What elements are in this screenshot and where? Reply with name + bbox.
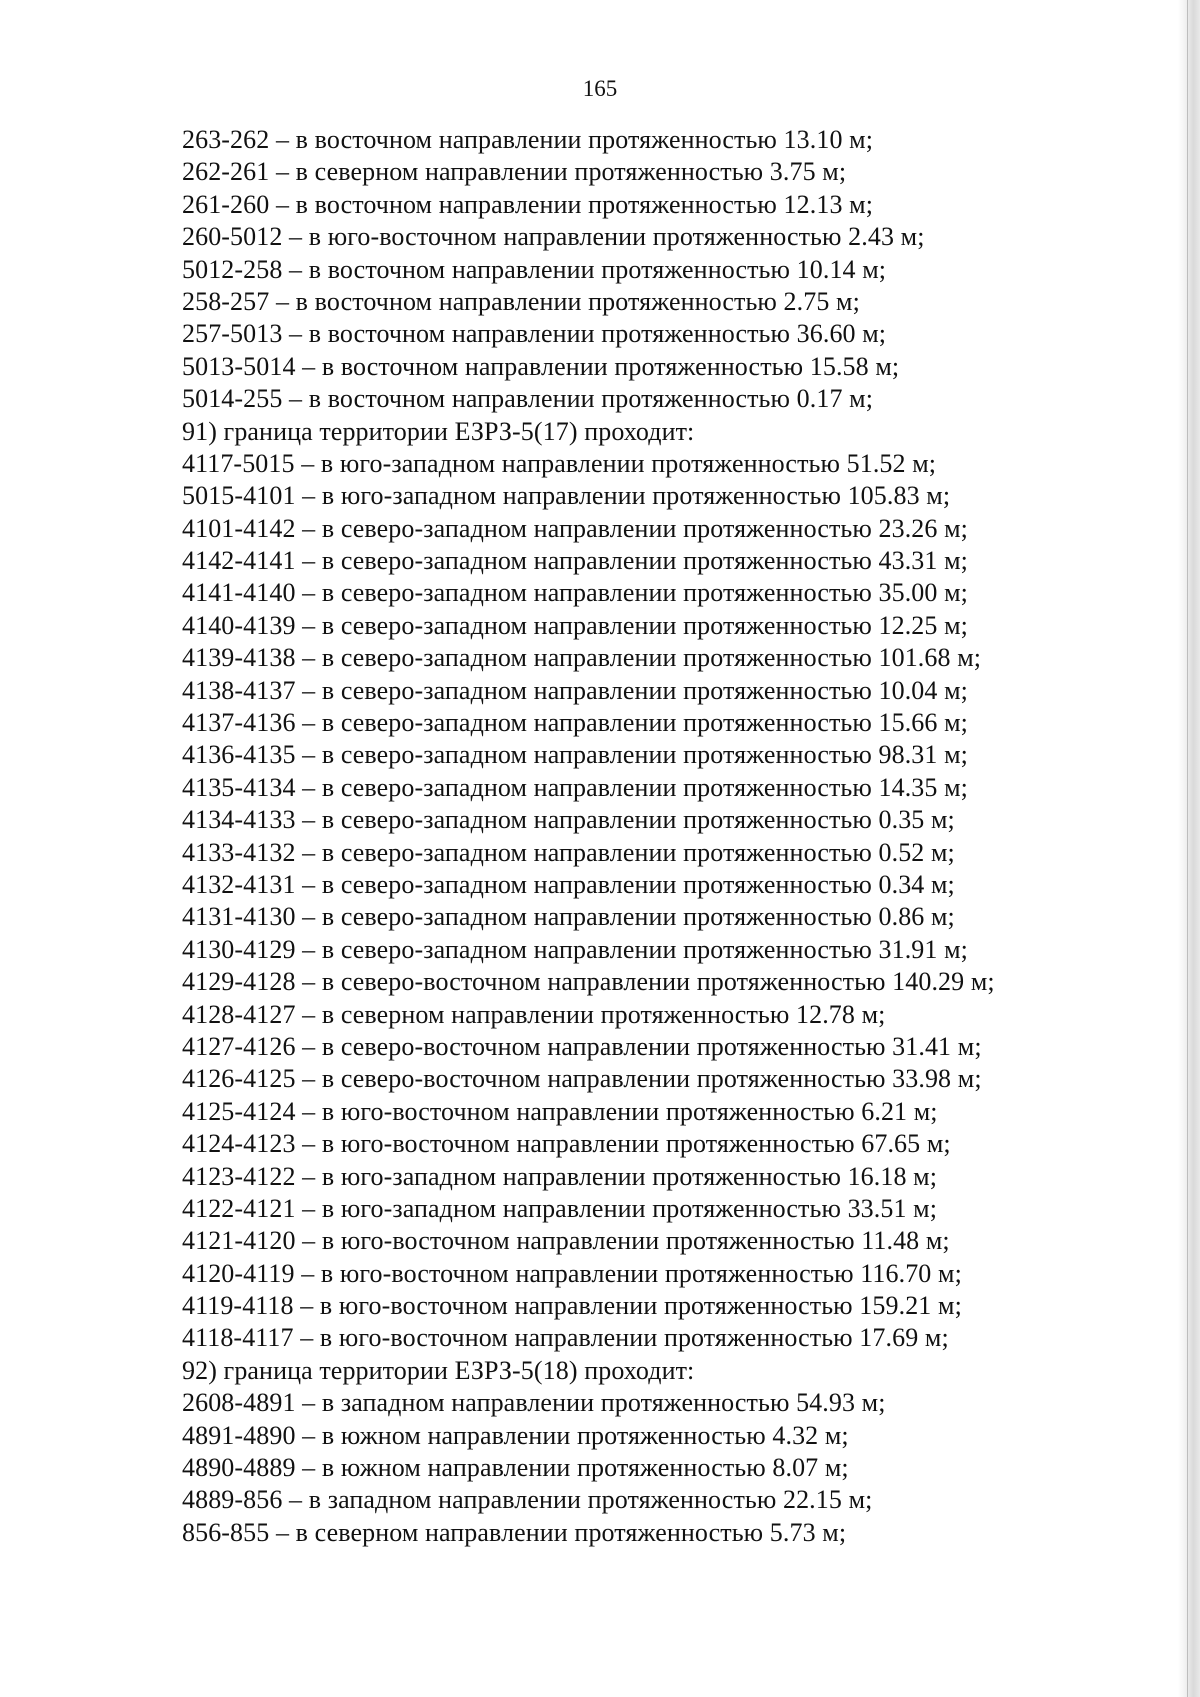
boundary-segment-line: 4120-4119 – в юго-восточном направлении протяженностью 116.70 м; bbox=[182, 1258, 962, 1288]
boundary-segment-line: 4139-4138 – в северо-западном направлении протяженностью 101.68 м; bbox=[182, 643, 982, 673]
boundary-segment-line: 4119-4118 – в юго-восточном направлении протяженностью 159.21 м; bbox=[182, 1291, 962, 1321]
boundary-segment-line: 4130-4129 – в северо-западном направлении протяженностью 31.91 м; bbox=[182, 934, 968, 964]
boundary-segment-line: 262-261 – в северном направлении протяженностью 3.75 м; bbox=[182, 157, 847, 187]
boundary-segment-line: 5013-5014 – в восточном направлении протяженностью 15.58 м; bbox=[182, 351, 900, 381]
boundary-segment-line: 4126-4125 – в северо-восточном направлении протяженностью 33.98 м; bbox=[182, 1064, 982, 1094]
boundary-segment-line: 4101-4142 – в северо-западном направлении протяженностью 23.26 м; bbox=[182, 513, 968, 543]
page-number: 165 bbox=[582, 76, 618, 101]
boundary-segment-line: 4140-4139 – в северо-западном направлении протяженностью 12.25 м; bbox=[182, 610, 968, 640]
document-body bbox=[182, 124, 1082, 1549]
boundary-segment-line: 4135-4134 – в северо-западном направлении протяженностью 14.35 м; bbox=[182, 772, 968, 802]
boundary-segment-line: 4128-4127 – в северном направлении протяженностью 12.78 м; bbox=[182, 999, 886, 1029]
boundary-segment-line: 4117-5015 – в юго-западном направлении протяженностью 51.52 м; bbox=[182, 448, 937, 478]
boundary-segment-line: 4134-4133 – в северо-западном направлении протяженностью 0.35 м; bbox=[182, 805, 955, 835]
boundary-segment-line: 4125-4124 – в юго-восточном направлении протяженностью 6.21 м; bbox=[182, 1096, 938, 1126]
section-heading: 91) граница территории ЕЗРЗ-5(17) проходит: bbox=[182, 416, 695, 446]
scan-edge-shadow bbox=[1178, 0, 1200, 1697]
boundary-segment-line: 5015-4101 – в юго-западном направлении протяженностью 105.83 м; bbox=[182, 481, 951, 511]
scan-edge-line bbox=[1187, 0, 1188, 1697]
boundary-segment-line: 4131-4130 – в северо-западном направлении протяженностью 0.86 м; bbox=[182, 902, 955, 932]
boundary-segment-line: 4124-4123 – в юго-восточном направлении протяженностью 67.65 м; bbox=[182, 1129, 951, 1159]
boundary-segment-line: 4138-4137 – в северо-западном направлении протяженностью 10.04 м; bbox=[182, 675, 968, 705]
section-heading: 92) граница территории ЕЗРЗ-5(18) проходит: bbox=[182, 1355, 695, 1385]
boundary-segment-line: 2608-4891 – в западном направлении протяженностью 54.93 м; bbox=[182, 1388, 886, 1418]
boundary-segment-line: 5014-255 – в восточном направлении протяженностью 0.17 м; bbox=[182, 384, 874, 414]
boundary-segment-line: 4890-4889 – в южном направлении протяженностью 8.07 м; bbox=[182, 1453, 849, 1483]
boundary-segment-line: 4129-4128 – в северо-восточном направлении протяженностью 140.29 м; bbox=[182, 967, 995, 997]
boundary-segment-line: 4891-4890 – в южном направлении протяженностью 4.32 м; bbox=[182, 1420, 849, 1450]
boundary-segment-line: 4123-4122 – в юго-западном направлении протяженностью 16.18 м; bbox=[182, 1161, 938, 1191]
boundary-segment-line: 4133-4132 – в северо-западном направлении протяженностью 0.52 м; bbox=[182, 837, 955, 867]
boundary-segment-line: 4136-4135 – в северо-западном направлении протяженностью 98.31 м; bbox=[182, 740, 968, 770]
boundary-segment-line: 4122-4121 – в юго-западном направлении протяженностью 33.51 м; bbox=[182, 1193, 938, 1223]
boundary-segment-line: 4127-4126 – в северо-восточном направлении протяженностью 31.41 м; bbox=[182, 1031, 982, 1061]
boundary-segment-line: 261-260 – в восточном направлении протяженностью 12.13 м; bbox=[182, 189, 874, 219]
boundary-segment-line: 4142-4141 – в северо-западном направлении протяженностью 43.31 м; bbox=[182, 546, 968, 576]
boundary-segment-line: 4132-4131 – в северо-западном направлении протяженностью 0.34 м; bbox=[182, 869, 955, 899]
boundary-segment-line: 263-262 – в восточном направлении протяженностью 13.10 м; bbox=[182, 125, 874, 154]
boundary-segment-line: 4118-4117 – в юго-восточном направлении протяженностью 17.69 м; bbox=[182, 1323, 949, 1353]
boundary-segment-line: 258-257 – в восточном направлении протяженностью 2.75 м; bbox=[182, 286, 860, 316]
boundary-segment-line: 4121-4120 – в юго-восточном направлении протяженностью 11.48 м; bbox=[182, 1226, 950, 1256]
boundary-segment-line: 260-5012 – в юго-восточном направлении протяженностью 2.43 м; bbox=[182, 222, 925, 252]
boundary-segment-line: 257-5013 – в восточном направлении протяженностью 36.60 м; bbox=[182, 319, 887, 349]
boundary-segment-line: 856-855 – в северном направлении протяженностью 5.73 м; bbox=[182, 1517, 847, 1547]
boundary-segment-line: 4889-856 – в западном направлении протяженностью 22.15 м; bbox=[182, 1485, 873, 1515]
boundary-segment-line: 5012-258 – в восточном направлении протяженностью 10.14 м; bbox=[182, 254, 887, 284]
boundary-segment-line: 4137-4136 – в северо-западном направлении протяженностью 15.66 м; bbox=[182, 708, 968, 738]
boundary-segment-line: 4141-4140 – в северо-западном направлении протяженностью 35.00 м; bbox=[182, 578, 968, 608]
